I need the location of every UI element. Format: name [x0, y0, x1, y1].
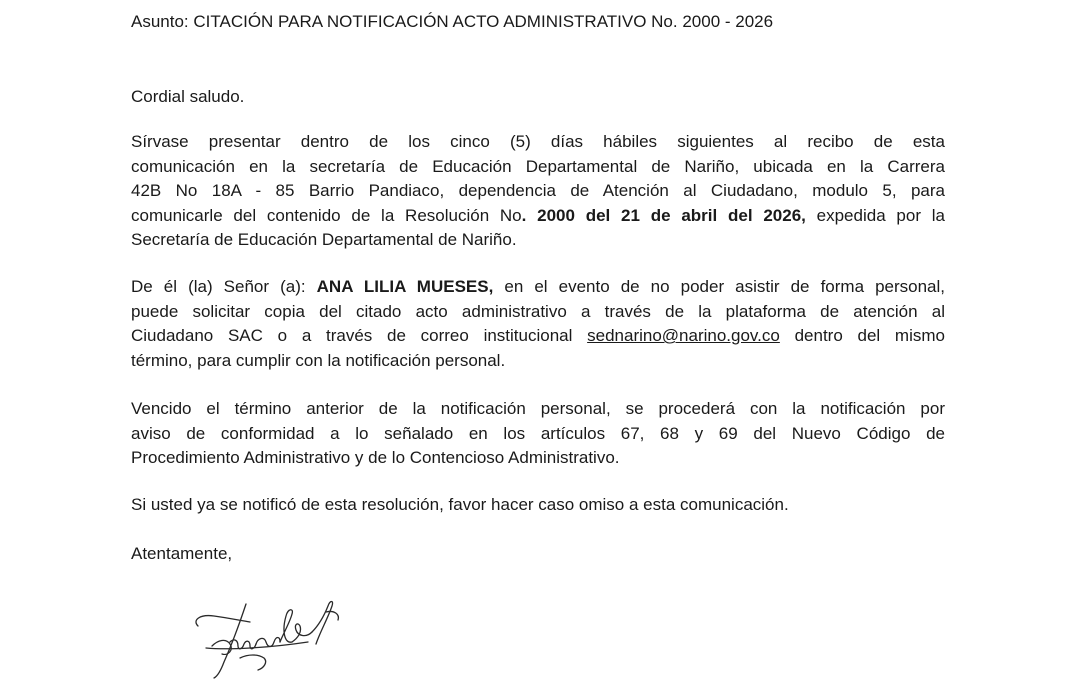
paragraph-line: [131, 204, 945, 229]
paragraph-line: aviso de conformidad a lo señalado en los artículos 67, 68 y 69 del Nuevo Código de: [131, 423, 945, 443]
paragraph-line: [131, 275, 945, 300]
recipient-name: ANA LILIA MUESES,: [316, 277, 494, 296]
closing: Atentamente,: [131, 544, 233, 563]
handwritten-signature: [188, 592, 358, 682]
paragraph-line: Vencido el término anterior de la notificación personal, se procederá con la notificación por: [131, 399, 945, 418]
text-fragment: comunicarle del contenido de la Resolución No: [131, 205, 522, 225]
text-fragment: dentro del mismo: [779, 326, 945, 345]
paragraph-line: 42B No 18A - 85 Barrio Pandiaco, dependencia de Atención al Ciudadano, modulo 5, para: [131, 181, 945, 200]
email-link[interactable]: sednarino@narino.gov.co: [587, 326, 780, 345]
paragraph-notice: Si usted ya se notificó de esta resolución, favor hacer caso omiso a esta comunicación.: [131, 495, 789, 514]
text-fragment: De él (la) Señor (a):: [131, 277, 317, 296]
resolution-reference: . 2000 del 21 de abril del 2026,: [521, 205, 806, 225]
paragraph-citation: [131, 130, 945, 253]
greeting: Cordial saludo.: [131, 87, 245, 106]
paragraph-line: [131, 324, 945, 349]
paragraph-recipient: [131, 275, 945, 373]
paragraph-line: comunicación en la secretaría de Educación Departamental de Nariño, ubicada en la Carrera: [131, 156, 945, 176]
text-fragment: en el evento de no poder asistir de forma personal,: [493, 277, 946, 296]
paragraph-line: puede solicitar copia del citado acto administrativo a través de la plataforma de atención al: [131, 301, 945, 321]
text-fragment: expedida por la: [805, 205, 945, 225]
paragraph-line: Sírvase presentar dentro de los cinco (5) días hábiles siguientes al recibo de esta: [131, 132, 945, 151]
text-fragment: Ciudadano SAC o a través de correo institucional: [131, 326, 588, 345]
paragraph-line: Secretaría de Educación Departamental de Nariño.: [131, 230, 517, 249]
paragraph-line: Procedimiento Administrativo y de lo Contencioso Administrativo.: [131, 448, 620, 467]
subject-line: Asunto: CITACIÓN PARA NOTIFICACIÓN ACTO ADMINISTRATIVO No. 2000 - 2026: [131, 12, 774, 31]
paragraph-line: término, para cumplir con la notificación personal.: [131, 350, 506, 370]
paragraph-deadline: [131, 397, 945, 471]
